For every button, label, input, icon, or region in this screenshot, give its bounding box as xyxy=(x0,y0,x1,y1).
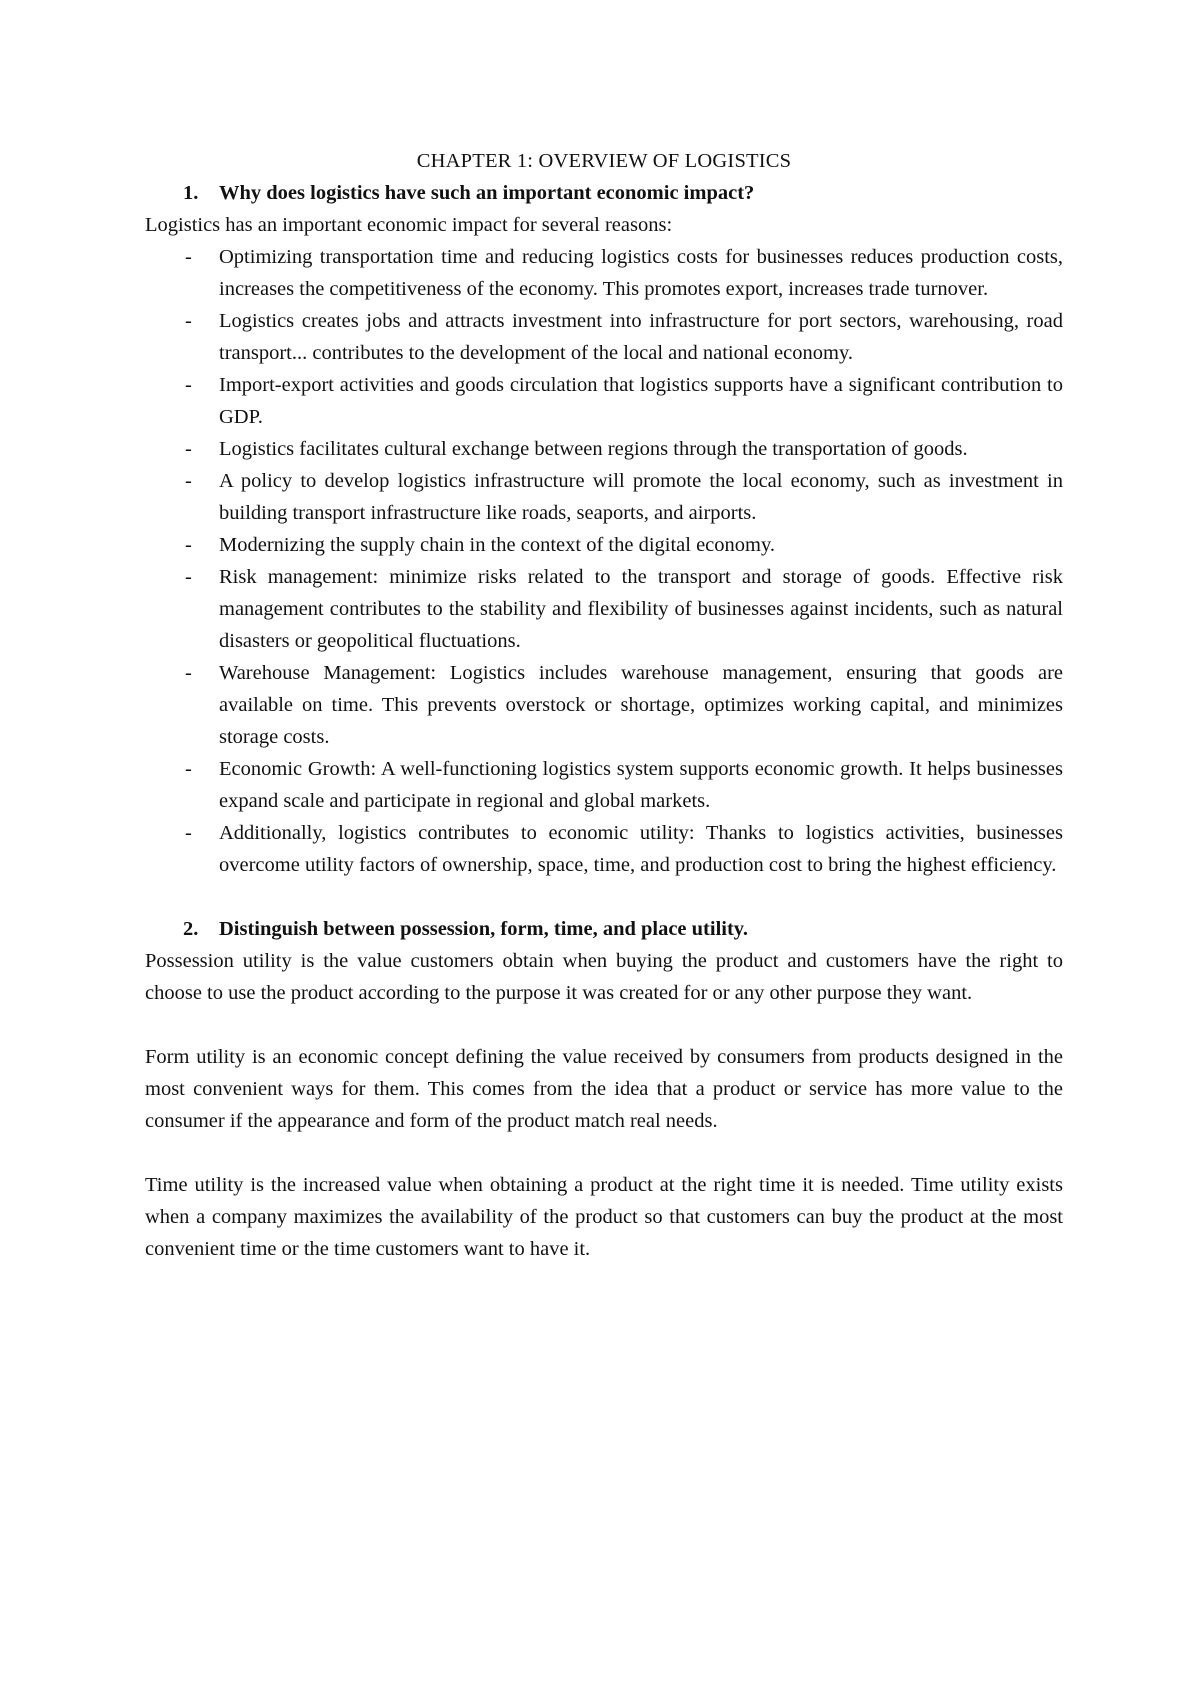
question-1-bullet-list xyxy=(145,241,1063,881)
bullet-text: A policy to develop logistics infrastructure will promote the local economy, such as investment in building transport infrastructure like roads, seaports, and airports. xyxy=(219,470,1063,524)
bullet-dash: - xyxy=(185,310,192,332)
possession-utility-paragraph: Possession utility is the value customers obtain when buying the product and customers have the right to choose to use the product according to the purpose it was created for or any other purpose they want. xyxy=(145,950,1063,1004)
paragraph-spacer xyxy=(145,1137,1063,1169)
bullet-text: Logistics creates jobs and attracts investment into infrastructure for port sectors, warehousing, road transport... contributes to the development of the local and national economy. xyxy=(219,310,1063,364)
bullet-text: Modernizing the supply chain in the context of the digital economy. xyxy=(219,534,776,556)
form-utility-paragraph: Form utility is an economic concept defining the value received by consumers from products designed in the most convenient ways for them. This comes from the idea that a product or service has more value to the consumer if the appearance and form of the product match real needs. xyxy=(145,1046,1063,1132)
list-item xyxy=(145,561,1063,657)
question-1-intro: Logistics has an important economic impact for several reasons: xyxy=(145,214,673,236)
time-utility-paragraph: Time utility is the increased value when obtaining a product at the right time it is needed. Time utility exists when a company maximizes the availability of the product so that customers can buy the product at the most convenient time or the time customers want to have it. xyxy=(145,1174,1063,1260)
section-spacer xyxy=(145,881,1063,913)
list-item xyxy=(145,241,1063,305)
bullet-dash: - xyxy=(185,758,192,780)
question-1-number: 1. xyxy=(183,182,199,204)
list-item xyxy=(145,433,1063,465)
question-2-title: Distinguish between possession, form, time, and place utility. xyxy=(219,918,749,940)
bullet-dash: - xyxy=(185,438,192,460)
bullet-text: Economic Growth: A well-functioning logistics system supports economic growth. It helps businesses expand scale and participate in regional and global markets. xyxy=(219,758,1063,812)
list-item xyxy=(145,753,1063,817)
question-2-number: 2. xyxy=(183,918,199,940)
question-1-title: Why does logistics have such an important economic impact? xyxy=(219,182,755,204)
bullet-text: Warehouse Management: Logistics includes warehouse management, ensuring that goods are available on time. This prevents overstock or shortage, optimizes working capital, and minimizes storage costs. xyxy=(219,662,1063,748)
bullet-dash: - xyxy=(185,662,192,684)
bullet-text: Logistics facilitates cultural exchange between regions through the transportation of goods. xyxy=(219,438,968,460)
list-item xyxy=(145,369,1063,433)
bullet-text: Risk management: minimize risks related to the transport and storage of goods. Effective risk management contributes to the stability and flexibility of businesses against incidents, such as natural disasters or geopolitical fluctuations. xyxy=(219,566,1063,652)
question-2-heading xyxy=(145,913,1063,945)
list-item xyxy=(145,305,1063,369)
list-item xyxy=(145,529,1063,561)
chapter-title: CHAPTER 1: OVERVIEW OF LOGISTICS xyxy=(416,150,792,172)
list-item xyxy=(145,817,1063,881)
list-item xyxy=(145,465,1063,529)
question-1-heading xyxy=(145,177,1063,209)
document-page xyxy=(145,145,1063,1265)
bullet-dash: - xyxy=(185,374,192,396)
bullet-text: Additionally, logistics contributes to economic utility: Thanks to logistics activities, businesses overcome utility factors of ownership, space, time, and production cost to bring the highest efficiency. xyxy=(219,822,1063,876)
bullet-dash: - xyxy=(185,566,192,588)
bullet-text: Import-export activities and goods circulation that logistics supports have a significant contribution to GDP. xyxy=(219,374,1063,428)
bullet-dash: - xyxy=(185,470,192,492)
bullet-dash: - xyxy=(185,822,192,844)
bullet-dash: - xyxy=(185,534,192,556)
bullet-dash: - xyxy=(185,246,192,268)
paragraph-spacer xyxy=(145,1009,1063,1041)
list-item xyxy=(145,657,1063,753)
bullet-text: Optimizing transportation time and reducing logistics costs for businesses reduces production costs, increases the competitiveness of the economy. This promotes export, increases trade turnover. xyxy=(219,246,1063,300)
